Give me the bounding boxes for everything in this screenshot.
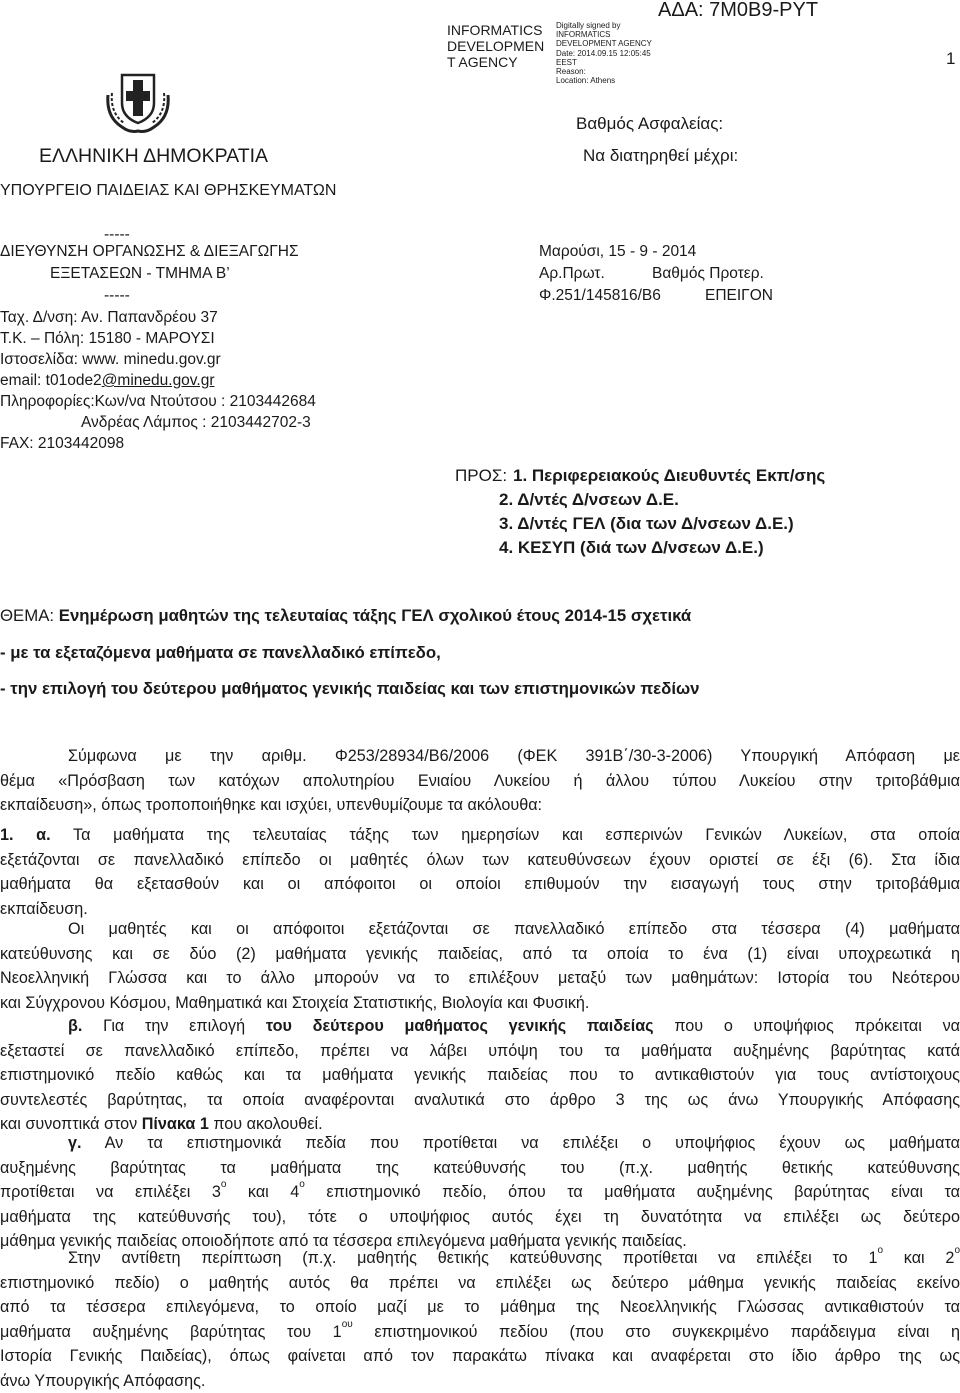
text-line: Νεοελληνική Γλώσσα και το άλλο μπορούν να το επιλέξουν μεταξύ των μαθημάτων: Ιστορία του Νεότερου (0, 966, 960, 991)
text-line: μαθήματα της κατεύθυνσής του), τότε ο υποψήφιος αυτός έχει τη δυνατότητα να επιλέξει ως δεύτερο (0, 1205, 960, 1230)
postal-code: Τ.Κ. – Πόλη: 15180 - ΜΑΡΟΥΣΙ (0, 328, 215, 350)
text-line (0, 823, 960, 848)
signature-org-line: T AGENCY (447, 54, 544, 70)
item-label: 1. α. (0, 826, 51, 844)
text-line (0, 1014, 960, 1039)
website: Ιστοσελίδα: www. minedu.gov.gr (0, 349, 221, 371)
text-line (0, 1320, 960, 1345)
signature-org-line: DEVELOPMEN (447, 38, 544, 54)
separator: ----- (104, 285, 130, 307)
text-fragment: μαθήματα αυξημένης βαρύτητας του 1 (0, 1323, 342, 1341)
recipient-item: 1. Περιφερειακούς Διευθυντές Εκπ/σης (513, 466, 825, 486)
text-line: Ιστορία Γενικής Παιδείας), όπως φαίνεται από τον παρακάτω πίνακα και αναφέρεται στο ίδιο άρθρο της ως (0, 1344, 960, 1369)
signature-detail-line: Reason: (556, 67, 652, 76)
text-line: θέμα «Πρόσβαση των κατόχων απολυτηρίου Ενιαίου Λυκείου ή άλλου τύπου Λυκείου στην τριτοβάθμια (0, 769, 960, 794)
signature-organization (447, 22, 544, 70)
text-fragment: του δεύτερου μαθήματος γενικής παιδείας (266, 1017, 654, 1035)
text-line: εξετάζονται σε πανελλαδικό επίπεδο οι μαθητές όλων των κατευθύνσεων έχουν οριστεί σε έξι (6). Στα ίδια (0, 848, 960, 873)
text-fragment: Στην αντίθετη περίπτωση (π.χ. μαθητής θετικής κατεύθυνσης προτίθεται να επιλέξει το 1 (68, 1249, 877, 1267)
protocol-number: Φ.251/145816/Β6 (539, 285, 661, 307)
superscript: ου (342, 1319, 353, 1330)
subject-text: Ενημέρωση μαθητών της τελευταίας τάξης ΓΕΛ σχολικού έτους 2014-15 σχετικά (59, 606, 691, 625)
signature-detail-line: Date: 2014.09.15 12:05:45 (556, 49, 652, 58)
text-line: συντελεστές βαρύτητας, τα οποία αναφέρονται αναλυτικά στο άρθρο 3 της ως άνω Υπουργικής Απόφασης (0, 1088, 960, 1113)
protocol-label: Αρ.Πρωτ. (539, 263, 605, 285)
page-number: 1 (946, 49, 955, 69)
separator: ----- (104, 224, 130, 246)
place-date: Μαρούσι, 15 - 9 - 2014 (539, 241, 696, 263)
text-line: Οι μαθητές και οι απόφοιτοι εξετάζονται σε πανελλαδικό επίπεδο στα τέσσερα (4) μαθήματα (0, 917, 960, 942)
signature-detail-line: Digitally signed by (556, 21, 652, 30)
subject-line: - με τα εξεταζόμενα μαθήματα σε πανελλαδικό επίπεδο, (0, 643, 441, 663)
paragraph-b (0, 1014, 960, 1137)
paragraph-d (0, 1246, 960, 1393)
text-line: εκπαίδευση. (0, 897, 960, 922)
fax-number: FAX: 2103442098 (0, 433, 124, 455)
text-line (0, 1180, 960, 1205)
text-fragment: που ο υποψήφιος πρόκειται να (674, 1017, 960, 1035)
paragraph-a (0, 823, 960, 921)
recipient-item: 3. Δ/ντές ΓΕΛ (δια των Δ/νσεων Δ.Ε.) (499, 514, 794, 534)
paragraph-a2 (0, 917, 960, 1015)
item-label: γ. (68, 1134, 82, 1152)
text-line: επιστημονικό πεδίο καθώς και τα μαθήματα γενικής παιδείας που το αντικαθιστούν για τους αντίστοιχους (0, 1063, 960, 1088)
text-line: μάθημα γενικής παιδείας οποιοδήποτε από τα τέσσερα επιλεγόμενα μαθήματα γενικής παιδείας. (0, 1229, 960, 1254)
text-fragment: Τα μαθήματα της τελευταίας τάξης των ημερησίων και εσπερινών Γενικών Λυκείων, στα οποία (73, 826, 960, 844)
text-line: μαθήματα θα εξετασθούν και οι απόφοιτοι οι οποίοι επιθυμούν την εισαγωγή τους στην τριτοβάθμια (0, 872, 960, 897)
item-label: β. (68, 1017, 82, 1035)
ada-code: ΑΔΑ: 7Μ0Β9-ΡΥΤ (658, 0, 818, 22)
email (0, 370, 215, 392)
superscript: ο (954, 1245, 960, 1256)
subject-label: ΘΕΜΑ: (0, 606, 54, 625)
text-fragment: Πίνακα 1 (142, 1115, 209, 1133)
ministry-name: ΥΠΟΥΡΓΕΙΟ ΠΑΙΔΕΙΑΣ ΚΑΙ ΘΡΗΣΚΕΥΜΑΤΩΝ (0, 182, 336, 200)
text-line: από τα τέσσερα επιλεγόμενα, το οποίο μαζί με το μάθημα της Νεοελληνικής Γλώσσας αντικαθιστούν τα (0, 1295, 960, 1320)
text-fragment: επιστημονικό πεδίο, όπου τα μαθήματα αυξημένης βαρύτητας είναι τα (305, 1183, 960, 1201)
text-fragment: επιστημονικού πεδίου (που στο συγκεκριμένο παράδειγμα είναι η (353, 1323, 960, 1341)
recipients-label: ΠΡΟΣ: (455, 466, 507, 486)
email-link[interactable]: @minedu.gov.gr (102, 372, 215, 389)
paragraph-c (0, 1131, 960, 1254)
text-line: εξεταστεί σε πανελλαδικό επίπεδο, πρέπει να λάβει υπόψη του τα μαθήματα αυξημένης βαρύτητας κατά (0, 1039, 960, 1064)
priority-label: Βαθμός Προτερ. (652, 263, 764, 285)
text-line (0, 1131, 960, 1156)
signature-detail-line: DEVELOPMENT AGENCY (556, 39, 652, 48)
signature-detail-line: EEST (556, 58, 652, 67)
urgency: ΕΠΕΙΓΟΝ (705, 285, 773, 307)
country-name: ΕΛΛΗΝΙΚΗ ΔΗΜΟΚΡΑΤΙΑ (39, 145, 268, 168)
text-line: εκπαίδευση», όπως τροποποιήθηκε και ισχύει, υπενθυμίζουμε τα ακόλουθα: (0, 793, 960, 818)
recipient-item: 2. Δ/ντές Δ/νσεων Δ.Ε. (499, 490, 679, 510)
subject-line (0, 606, 691, 626)
signature-detail-line: INFORMATICS (556, 30, 652, 39)
text-fragment: και 4 (226, 1183, 299, 1201)
recipient-item: 4. ΚΕΣΥΠ (διά των Δ/νσεων Δ.Ε.) (499, 538, 764, 558)
contact-info: Ανδρέας Λάμπος : 2103442702-3 (81, 412, 311, 434)
postal-address: Ταχ. Δ/νση: Αν. Παπανδρέου 37 (0, 307, 218, 329)
text-fragment: και 2 (883, 1249, 954, 1267)
subject-line: - την επιλογή του δεύτερου μαθήματος γενικής παιδείας και των επιστημονικών πεδίων (0, 679, 700, 699)
department: ΕΞΕΤΑΣΕΩΝ - ΤΜΗΜΑ Β’ (50, 263, 230, 285)
text-line: άνω Υπουργικής Απόφασης. (0, 1369, 960, 1393)
superscript: ο (299, 1179, 305, 1190)
signature-org-line: INFORMATICS (447, 22, 544, 38)
contact-info: Πληροφορίες:Κων/να Ντούτσου : 2103442684 (0, 391, 316, 413)
email-prefix: email: t01ode2 (0, 372, 102, 389)
signature-detail-line: Location: Athens (556, 76, 652, 85)
text-line: αυξημένης βαρύτητας τα μαθήματα της κατεύθυνσής του (π.χ. μαθητής θετικής κατεύθυνσης (0, 1156, 960, 1181)
text-fragment: που ακολουθεί. (213, 1115, 322, 1133)
directorate: ΔΙΕΥΘΥΝΣΗ ΟΡΓΑΝΩΣΗΣ & ΔΙΕΞΑΓΩΓΗΣ (0, 241, 299, 263)
keep-until: Να διατηρηθεί μέχρι: (583, 146, 738, 166)
text-line: και Σύγχρονου Κόσμου, Μαθηματικά και Στοιχεία Στατιστικής, Βιολογία και Φυσική. (0, 991, 960, 1016)
text-line: Σύμφωνα με την αριθμ. Φ253/28934/Β6/2006 (ΦΕΚ 391Β΄/30-3-2006) Υπουργική Απόφαση με (0, 744, 960, 769)
text-fragment: Αν τα επιστημονικά πεδία που προτίθεται να επιλέξει ο υποψήφιος έχουν ως μαθήματα (105, 1134, 960, 1152)
superscript: ο (221, 1179, 227, 1190)
superscript: ο (877, 1245, 883, 1256)
signature-details (556, 21, 652, 85)
text-fragment: προτίθεται να επιλέξει 3 (0, 1183, 221, 1201)
text-fragment: Για την επιλογή (103, 1017, 245, 1035)
text-line: κατεύθυνσης και σε δύο (2) μαθήματα γενικής παιδείας, από τα οποία το ένα (1) είναι υποχρεωτικά η (0, 942, 960, 967)
greek-emblem-icon (104, 67, 172, 135)
text-line: επιστημονικό πεδίο) ο μαθητής αυτός θα πρέπει να επιλέξει ως δεύτερο μάθημα γενικής παιδείας εκείνο (0, 1271, 960, 1296)
text-line (0, 1246, 960, 1271)
text-fragment: και συνοπτικά στον (0, 1115, 137, 1133)
intro-paragraph (0, 744, 960, 818)
security-level: Βαθμός Ασφαλείας: (576, 114, 723, 134)
